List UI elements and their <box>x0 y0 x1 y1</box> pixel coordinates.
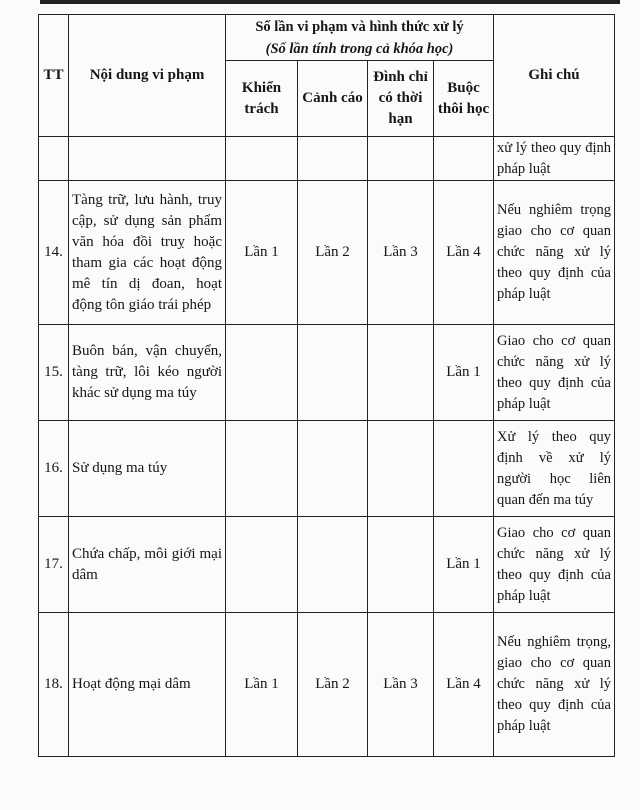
row-warning <box>298 421 368 517</box>
header-violation-group <box>226 15 494 61</box>
header-content: Nội dung vi phạm <box>69 15 226 137</box>
row-content: Sử dụng ma túy <box>69 421 226 517</box>
header-group-line1: Số lần vi phạm và hình thức xử lý <box>255 18 464 35</box>
row-reprimand <box>226 517 298 613</box>
row-reprimand: Lần 1 <box>226 613 298 757</box>
row-warning <box>298 325 368 421</box>
row-warning <box>298 517 368 613</box>
row-tt <box>39 137 69 181</box>
row-warning <box>298 137 368 181</box>
row-note: xử lý theo quy định pháp luật <box>494 137 615 181</box>
row-suspension <box>368 421 434 517</box>
violations-table <box>38 14 615 757</box>
row-tt: 15. <box>39 325 69 421</box>
row-expulsion: Lần 1 <box>434 325 494 421</box>
page-top-edge <box>40 0 620 4</box>
header-row-1 <box>39 15 615 61</box>
row-expulsion <box>434 137 494 181</box>
row-reprimand <box>226 325 298 421</box>
row-expulsion: Lần 4 <box>434 613 494 757</box>
row-expulsion: Lần 1 <box>434 517 494 613</box>
row-suspension <box>368 325 434 421</box>
header-note: Ghi chú <box>494 15 615 137</box>
table-row <box>39 181 615 325</box>
row-reprimand: Lần 1 <box>226 181 298 325</box>
row-content: Buôn bán, vận chuyển, tàng trữ, lôi kéo người khác sử dụng ma túy <box>69 325 226 421</box>
row-tt: 18. <box>39 613 69 757</box>
row-note: Giao cho cơ quan chức năng xử lý theo quy định của pháp luật <box>494 325 615 421</box>
header-group-line2: (Số lần tính trong cả khóa học) <box>265 40 454 57</box>
row-content <box>69 137 226 181</box>
row-expulsion: Lần 4 <box>434 181 494 325</box>
row-content: Tàng trữ, lưu hành, truy cập, sử dụng sản phẩm văn hóa đồi truỵ hoặc tham gia các hoạt động mê tín dị đoan, hoạt động tôn giáo trái phép <box>69 181 226 325</box>
row-note: Nếu nghiêm trọng, giao cho cơ quan chức năng xử lý theo quy định của pháp luật <box>494 613 615 757</box>
row-note: Xử lý theo quy định về xử lý người học liên quan đến ma túy <box>494 421 615 517</box>
row-suspension <box>368 517 434 613</box>
header-expulsion: Buộc thôi học <box>434 61 494 137</box>
table-row <box>39 421 615 517</box>
row-note: Nếu nghiêm trọng giao cho cơ quan chức năng xử lý theo quy định của pháp luật <box>494 181 615 325</box>
row-content: Chứa chấp, môi giới mại dâm <box>69 517 226 613</box>
header-reprimand: Khiển trách <box>226 61 298 137</box>
header-suspension: Đình chỉ có thời hạn <box>368 61 434 137</box>
table-row <box>39 325 615 421</box>
row-expulsion <box>434 421 494 517</box>
table-row <box>39 517 615 613</box>
row-tt: 16. <box>39 421 69 517</box>
header-warning: Cảnh cáo <box>298 61 368 137</box>
table-row <box>39 613 615 757</box>
row-suspension <box>368 137 434 181</box>
row-warning: Lần 2 <box>298 181 368 325</box>
row-tt: 14. <box>39 181 69 325</box>
row-warning: Lần 2 <box>298 613 368 757</box>
row-suspension: Lần 3 <box>368 613 434 757</box>
row-content: Hoạt động mại dâm <box>69 613 226 757</box>
header-tt: TT <box>39 15 69 137</box>
row-tt: 17. <box>39 517 69 613</box>
row-reprimand <box>226 421 298 517</box>
row-reprimand <box>226 137 298 181</box>
table-row <box>39 137 615 181</box>
row-note: Giao cho cơ quan chức năng xử lý theo quy định của pháp luật <box>494 517 615 613</box>
row-suspension: Lần 3 <box>368 181 434 325</box>
